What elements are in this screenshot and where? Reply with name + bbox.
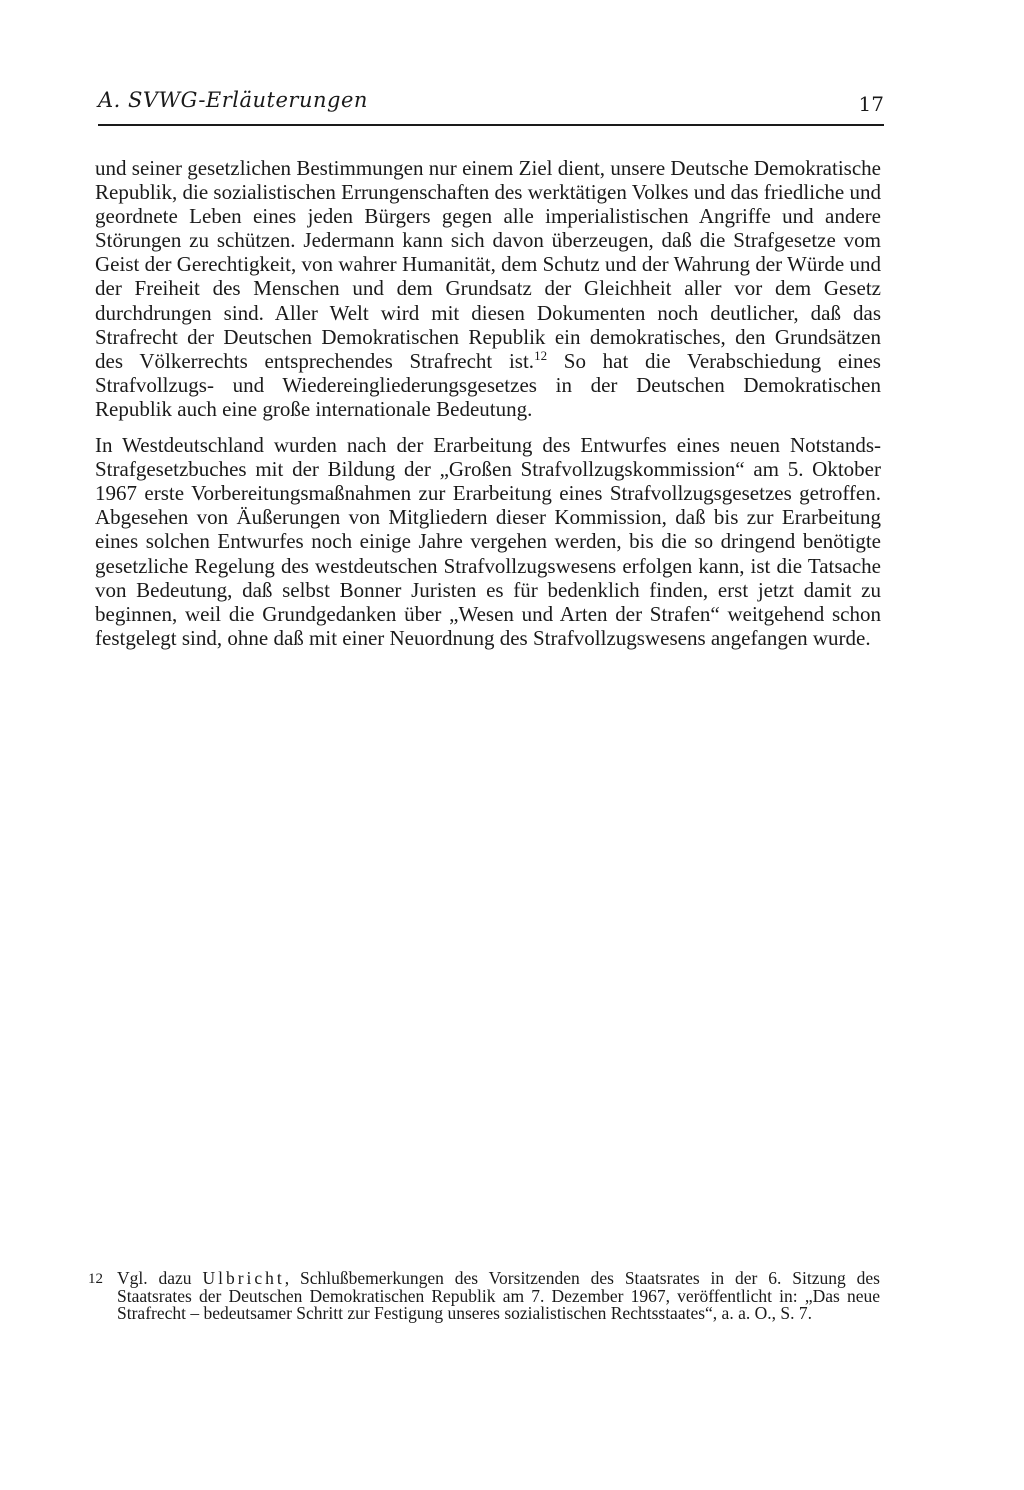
body-text <box>95 156 881 662</box>
footnote-text-b: , Schlußbemerkungen des Vorsitzenden des Staatsrates in der 6. Sitzung des Staatsrates der Deutschen Demokratischen Republik am 7. Dezember 1967, veröffentlicht in: „Das neue Strafrecht – bedeutsamer Schritt zur Festigung unseres sozialistischen Rechtsstaates“, a. a. O., S. 7. <box>117 1268 880 1323</box>
paragraph-1-text-a: und seiner gesetzlichen Bestimmungen nur einem Ziel dient, unsere Deutsche Demokratische Republik, die sozialistischen Errungenschaften des werktätigen Volkes und das friedliche und geordnete Leben eines jeden Bürgers gegen alle imperialistischen Angriffe und andere Störungen zu schützen. Jedermann kann sich davon überzeugen, daß die Strafgesetze vom Geist der Gerechtigkeit, von wahrer Humanität, dem Schutz und der Wahrung der Würde und der Freiheit des Menschen und dem Grundsatz der Gleichheit aller vor dem Gesetz durchdrungen sind. Aller Welt wird mit diesen Dokumenten noch deutlicher, daß das Strafrecht der Deutschen Demokratischen Republik ein demokratisches, den Grundsätzen des Völkerrechts entsprechendes Strafrecht ist. <box>95 156 881 373</box>
paragraph-1 <box>95 156 881 421</box>
footnote-area <box>88 1270 880 1323</box>
footnote-text-a: Vgl. dazu <box>117 1268 203 1288</box>
running-head <box>98 84 884 126</box>
paragraph-2: In Westdeutschland wurden nach der Erarbeitung des Entwurfes eines neuen Notstands-Strafgesetzbuches mit der Bildung der „Großen Strafvollzugskommission“ am 5. Oktober 1967 erste Vorbereitungsmaßnahmen zur Erarbeitung eines Strafvollzugsgesetzes getroffen. Abgesehen von Äußerungen von Mitgliedern dieser Kommission, daß bis zur Erarbeitung eines solchen Entwurfes noch einige Jahre vergehen werden, bis die so dringend benötigte gesetzliche Regelung des westdeutschen Strafvollzugswesens erfolgen kann, ist die Tatsache von Bedeutung, daß selbst Bonner Juristen es für bedenklich finden, erst jetzt damit zu beginnen, weil die Grundgedanken über „Wesen und Arten der Strafen“ weitgehend schon festgelegt sind, ohne daß mit einer Neuordnung des Strafvollzugswesens angefangen wurde. <box>95 433 881 650</box>
footnote-reference: 12 <box>534 347 548 363</box>
page-number: 17 <box>858 92 884 116</box>
footnote-number: 12 <box>88 1271 103 1287</box>
running-title: A. SVWG-Erläuterungen <box>98 88 368 112</box>
footnote <box>88 1270 880 1323</box>
footnote-author: Ulbricht <box>202 1268 285 1288</box>
paragraph-1-text-b: So hat die Verabschiedung eines Strafvollzugs- und Wiedereingliederungsgesetzes in der Deutschen Demokratischen Republik auch eine große internationale Bedeutung. <box>95 348 881 421</box>
